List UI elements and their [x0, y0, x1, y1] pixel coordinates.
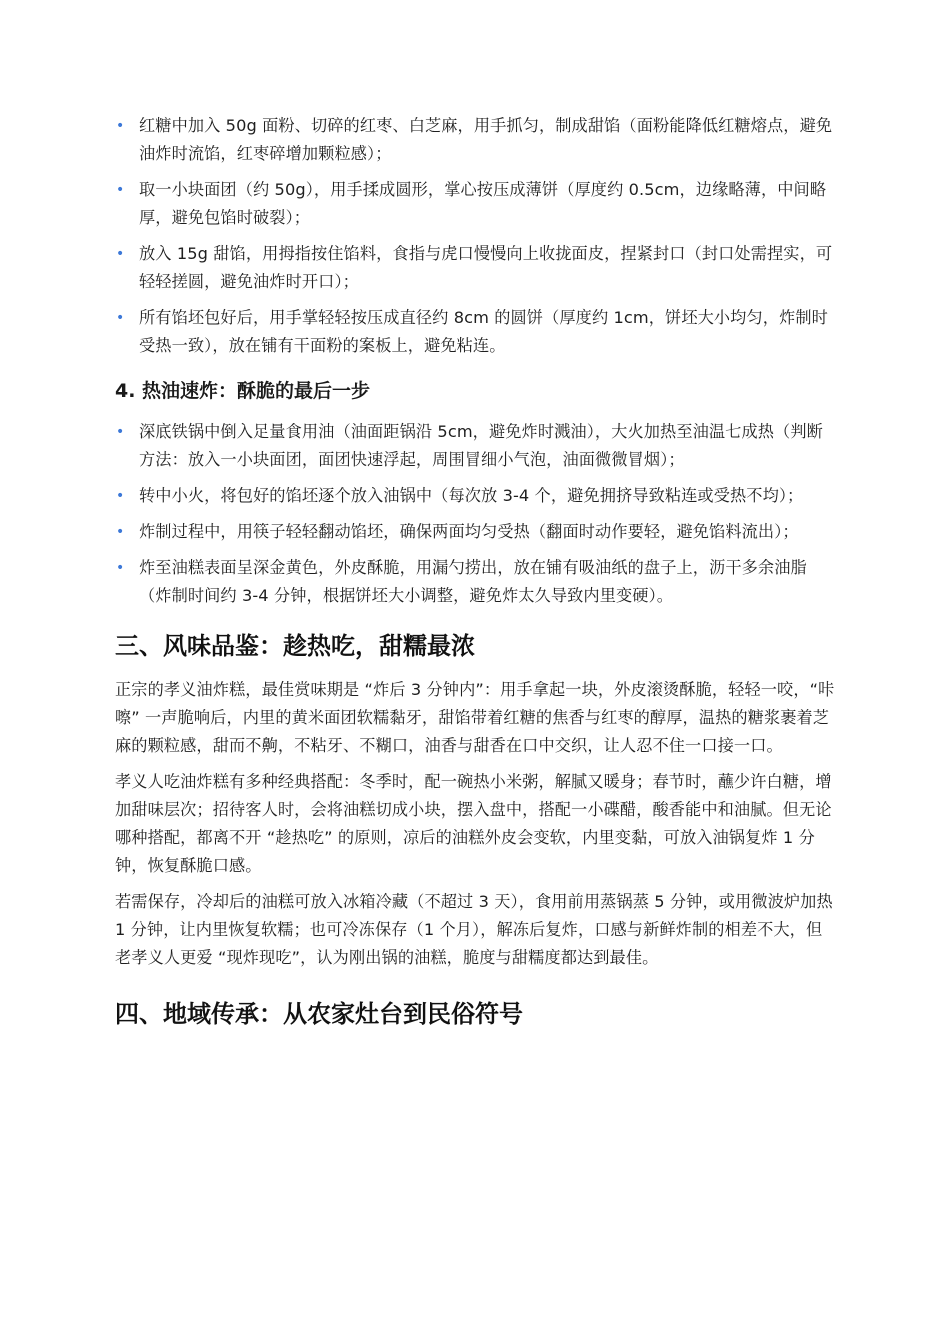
bullet-icon: • — [116, 524, 125, 540]
list-item — [115, 176, 835, 232]
bullet-icon: • — [116, 246, 125, 262]
list-item — [115, 554, 835, 610]
filling-steps-list — [115, 112, 835, 360]
frying-steps-list — [115, 418, 835, 610]
list-item — [115, 482, 835, 510]
paragraph: 正宗的孝义油炸糕，最佳赏味期是 “炸后 3 分钟内”：用手拿起一块，外皮滚烫酥脆，轻轻一咬，“咔嚓” 一声脆响后，内里的黄米面团软糯黏牙，甜馅带着红糖的焦香与红枣的醇厚，温热的糖浆裹着芝麻的颗粒感，甜而不齁，不粘牙、不糊口，油香与甜香在口中交织，让人忍不住一口接一口。 — [115, 680, 835, 755]
list-item-text: 取一小块面团（约 50g），用手揉成圆形，掌心按压成薄饼（厚度约 0.5cm，边缘略薄，中间略厚，避免包馅时破裂）； — [139, 180, 827, 227]
list-item — [115, 112, 835, 168]
step4-heading: 4. 热油速炸：酥脆的最后一步 — [115, 380, 371, 402]
list-item — [115, 304, 835, 360]
paragraph: 孝义人吃油炸糕有多种经典搭配：冬季时，配一碗热小米粥，解腻又暖身；春节时，蘸少许白糖，增加甜味层次；招待客人时，会将油糕切成小块，摆入盘中，搭配一小碟醋，酸香能中和油腻。但无论哪种搭配，都离不开 “趁热吃” 的原则，凉后的油糕外皮会变软，内里变黏，可放入油锅复炸 1 分钟，恢复酥脆口感。 — [115, 772, 832, 875]
paragraph: 若需保存，冷却后的油糕可放入冰箱冷藏（不超过 3 天），食用前用蒸锅蒸 5 分钟，或用微波炉加热 1 分钟，让内里恢复软糯；也可冷冻保存（1 个月），解冻后复炸，口感与新鲜炸制的相差不大，但老孝义人更爱 “现炸现吃”，认为刚出锅的油糕，脆度与甜糯度都达到最佳。 — [115, 892, 833, 967]
bullet-icon: • — [116, 118, 125, 134]
bullet-icon: • — [116, 310, 125, 326]
list-item — [115, 418, 835, 474]
list-item — [115, 240, 835, 296]
section4-heading: 四、地域传承：从农家灶台到民俗符号 — [115, 1000, 523, 1028]
list-item — [115, 518, 835, 546]
list-item-text: 转中小火，将包好的馅坯逐个放入油锅中（每次放 3-4 个，避免拥挤导致粘连或受热不均）； — [139, 486, 804, 505]
list-item-text: 所有馅坯包好后，用手掌轻轻按压成直径约 8cm 的圆饼（厚度约 1cm，饼坯大小均匀，炸制时受热一致），放在铺有干面粉的案板上，避免粘连。 — [139, 308, 828, 355]
bullet-icon: • — [116, 488, 125, 504]
bullet-icon: • — [116, 424, 125, 440]
bullet-icon: • — [116, 182, 125, 198]
list-item-text: 深底铁锅中倒入足量食用油（油面距锅沿 5cm，避免炸时溅油），大火加热至油温七成热（判断方法：放入一小块面团，面团快速浮起，周围冒细小气泡，油面微微冒烟）； — [139, 422, 823, 469]
list-item-text: 红糖中加入 50g 面粉、切碎的红枣、白芝麻，用手抓匀，制成甜馅（面粉能降低红糖熔点，避免油炸时流馅，红枣碎增加颗粒感）； — [139, 116, 833, 163]
document-page — [115, 112, 835, 1044]
list-item-text: 炸制过程中，用筷子轻轻翻动馅坯，确保两面均匀受热（翻面时动作要轻，避免馅料流出）； — [139, 522, 799, 541]
bullet-icon: • — [116, 560, 125, 576]
list-item-text: 放入 15g 甜馅，用拇指按住馅料，食指与虎口慢慢向上收拢面皮，捏紧封口（封口处需捏实，可轻轻搓圆，避免油炸时开口）； — [139, 244, 833, 291]
section3-heading: 三、风味品鉴：趁热吃，甜糯最浓 — [115, 632, 475, 660]
list-item-text: 炸至油糕表面呈深金黄色，外皮酥脆，用漏勺捞出，放在铺有吸油纸的盘子上，沥干多余油脂（炸制时间约 3-4 分钟，根据饼坯大小调整，避免炸太久导致内里变硬）。 — [139, 558, 807, 605]
